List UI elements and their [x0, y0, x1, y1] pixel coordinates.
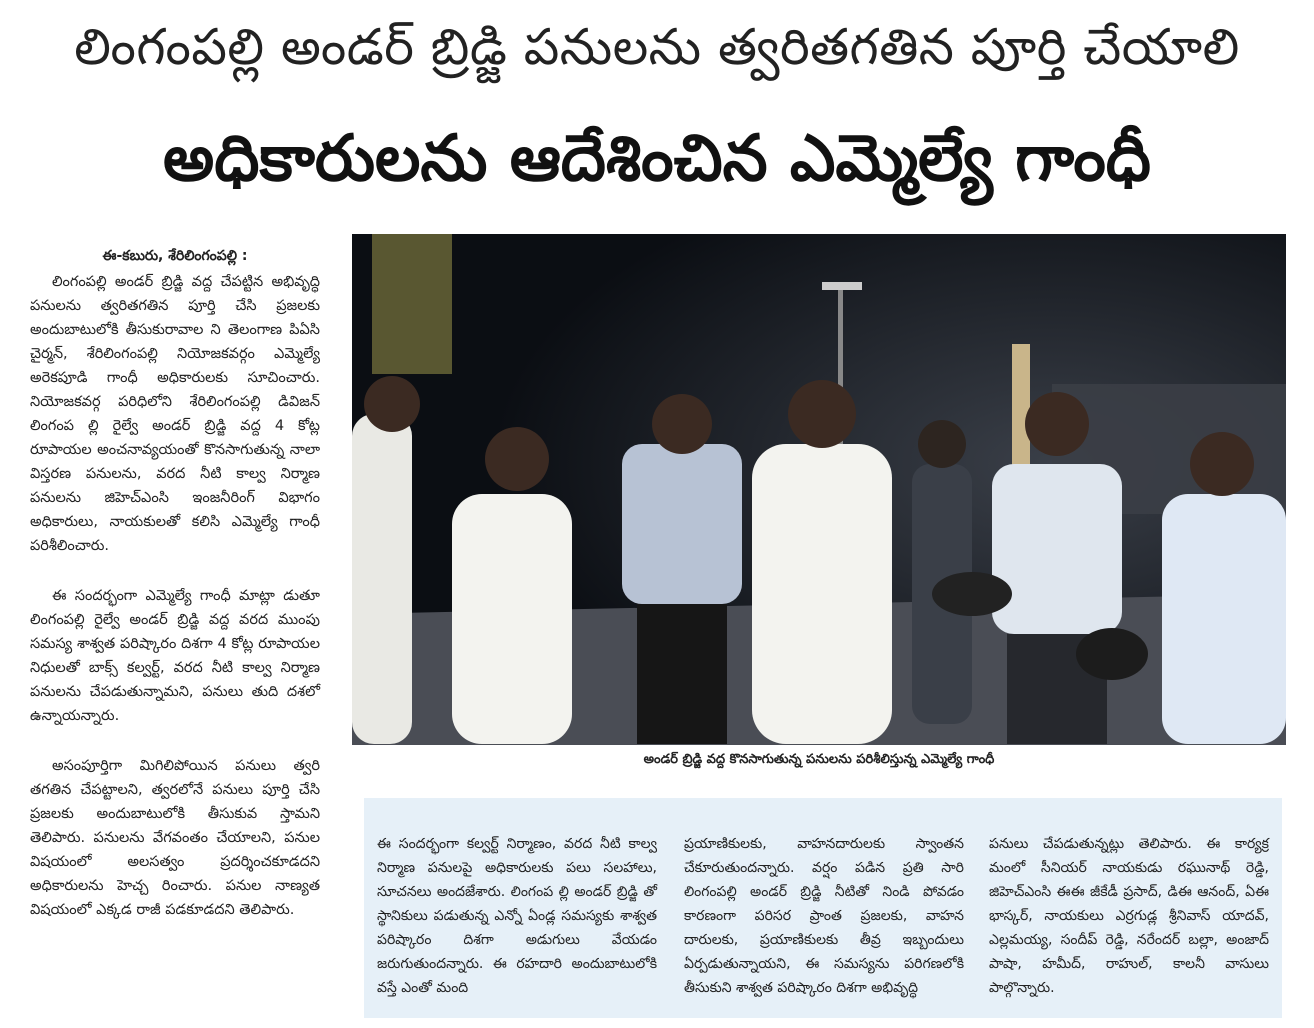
photo-caption: అండర్ బ్రిడ్జి వద్ద కొనసాగుతున్న పనులను పరిశీలిస్తున్న ఎమ్మెల్యే గాంధీ — [643, 752, 995, 767]
continuation-box — [364, 798, 1282, 1018]
person-light-shirt-right — [1162, 494, 1286, 744]
article-left-column — [30, 244, 320, 948]
headline-primary: లింగంపల్లి అండర్ బ్రిడ్జి పనులను త్వరితగతిన పూర్తి చేయాలి — [74, 18, 1240, 76]
street-light-lamp — [822, 282, 862, 290]
dateline: ఈ-కబురు, శేరిలింగంపల్లి : — [102, 248, 248, 264]
box-column-3: పనులు చేపడుతున్నట్లు తెలిపారు. ఈ కార్యక్ర మంలో సీనియర్ నాయకుడు రఘునాథ్ రెడ్డి, జిహెచ్ఎంసి ఈఈ జీకేడీ ప్రసాద్, డిఈ ఆనంద్, ఏఈ భాస్కర్, నాయకులు ఎర్రగుడ్ల శ్రీనివాస్ యాదవ్, ఎల్లమయ్య, సందీప్ రెడ్డి, నరేందర్ బల్లా, అంజాద్ పాషా, హమీద్, రాహుల్, కాలనీ వాసులు పాల్గొన్నారు. — [989, 836, 1269, 996]
motorbike — [932, 572, 1012, 616]
motorbike-2 — [1076, 628, 1148, 680]
article-paragraph-2: ఈ సందర్భంగా ఎమ్మెల్యే గాంధీ మాట్లా డుతూ లింగంపల్లి రైల్వే అండర్ బ్రిడ్జి వద్ద వరద ముంపు సమస్య శాశ్వత పరిష్కారం దిశగా 4 కోట్ల రూపాయల నిధులతో బాక్స్ కల్వర్ట్, వరద నీటి కాల్వ నిర్మాణ పనులను చేపడుతున్నామని, పనులు తుది దశలో ఉన్నాయన్నారు. — [30, 588, 320, 724]
signboard — [372, 234, 452, 374]
box-column-2: ప్రయాణికులకు, వాహనదారులకు స్వాంతన చేకూరుతుందన్నారు. వర్షం పడిన ప్రతి సారి లింగంపల్లి అండర్ బ్రిడ్జి నీటితో నిండి పోవడం కారణంగా పరిసర ప్రాంత ప్రజలకు, వాహన దారులకు, ప్రయాణికులకు తీవ్ర ఇబ్బందులు ఏర్పడుతున్నాయని, ఈ సమస్యను పరిగణలోకి తీసుకుని శాశ్వత పరిష్కారం దిశగా అభివృద్ధి — [684, 836, 964, 996]
news-photo — [352, 234, 1286, 745]
article-paragraph-1: లింగంపల్లి అండర్ బ్రిడ్జి వద్ద చేపట్టిన అభివృద్ధి పనులను త్వరితగతిన పూర్తి చేసి ప్రజలకు అందుబాటులోకి తీసుకురావాల ని తెలంగాణ పిఏసి చైర్మన్, శేరిలింగంపల్లి నియోజకవర్గం ఎమ్మెల్యే అరెకపూడి గాంధీ అధికారులకు సూచించారు. నియోజకవర్గ పరిధిలోని శేరిలింగంపల్లి డివిజన్ లింగంప ల్లి రైల్వే అండర్ బ్రిడ్జి వద్ద 4 కోట్ల రూపాయల అంచనావ్యయంతో కొనసాగుతున్న నాలా విస్తరణ పనులను, వరద నీటి కాల్వ నిర్మాణ పనులను జిహెచ్ఎంసి ఇంజనీరింగ్ విభాగం అధికారులు, నాయకులతో కలిసి ఎమ్మెల్యే గాంధీ పరిశీలించారు. — [30, 274, 320, 554]
headline-secondary: అధికారులను ఆదేశించిన ఎమ్మెల్యే గాంధీ — [163, 122, 1151, 196]
person-white-kurta — [452, 494, 572, 744]
box-column-1: ఈ సందర్భంగా కల్వర్ట్ నిర్మాణం, వరద నీటి కాల్వ నిర్మాణ పనులపై అధికారులకు పలు సలహాలు, సూచనలు అందజేశారు. లింగంప ల్లి అండర్ బ్రిడ్జి తో స్థానికులు పడుతున్న ఎన్నో ఏండ్ల సమస్యకు శాశ్వత పరిష్కారం దిశగా అడుగులు వేయడం జరుగుతుందన్నారు. ఈ రహదారి అందుబాటులోకి వస్తే ఎంతో మంది — [377, 836, 657, 996]
article-paragraph-3: అసంపూర్తిగా మిగిలిపోయిన పనులు త్వరి తగతిన చేపట్టాలని, త్వరలోనే పనులు పూర్తి చేసి ప్రజలకు అందుబాటులోకి తీసుకువ స్తామని తెలిపారు. పనులను వేగవంతం చేయాలని, పనుల విషయంలో అలసత్వం ప్రదర్శించకూడదని అధికారులను హెచ్చ రించారు. పనుల నాణ్యత విషయంలో ఎక్కడ రాజీ పడకూడదని తెలిపారు. — [30, 758, 320, 918]
person-white-shirt-left — [352, 414, 412, 744]
photo-illustration — [352, 234, 1286, 745]
person-checked-shirt — [622, 444, 742, 604]
person-mla — [752, 444, 892, 744]
person-striped-shirt — [992, 464, 1122, 634]
